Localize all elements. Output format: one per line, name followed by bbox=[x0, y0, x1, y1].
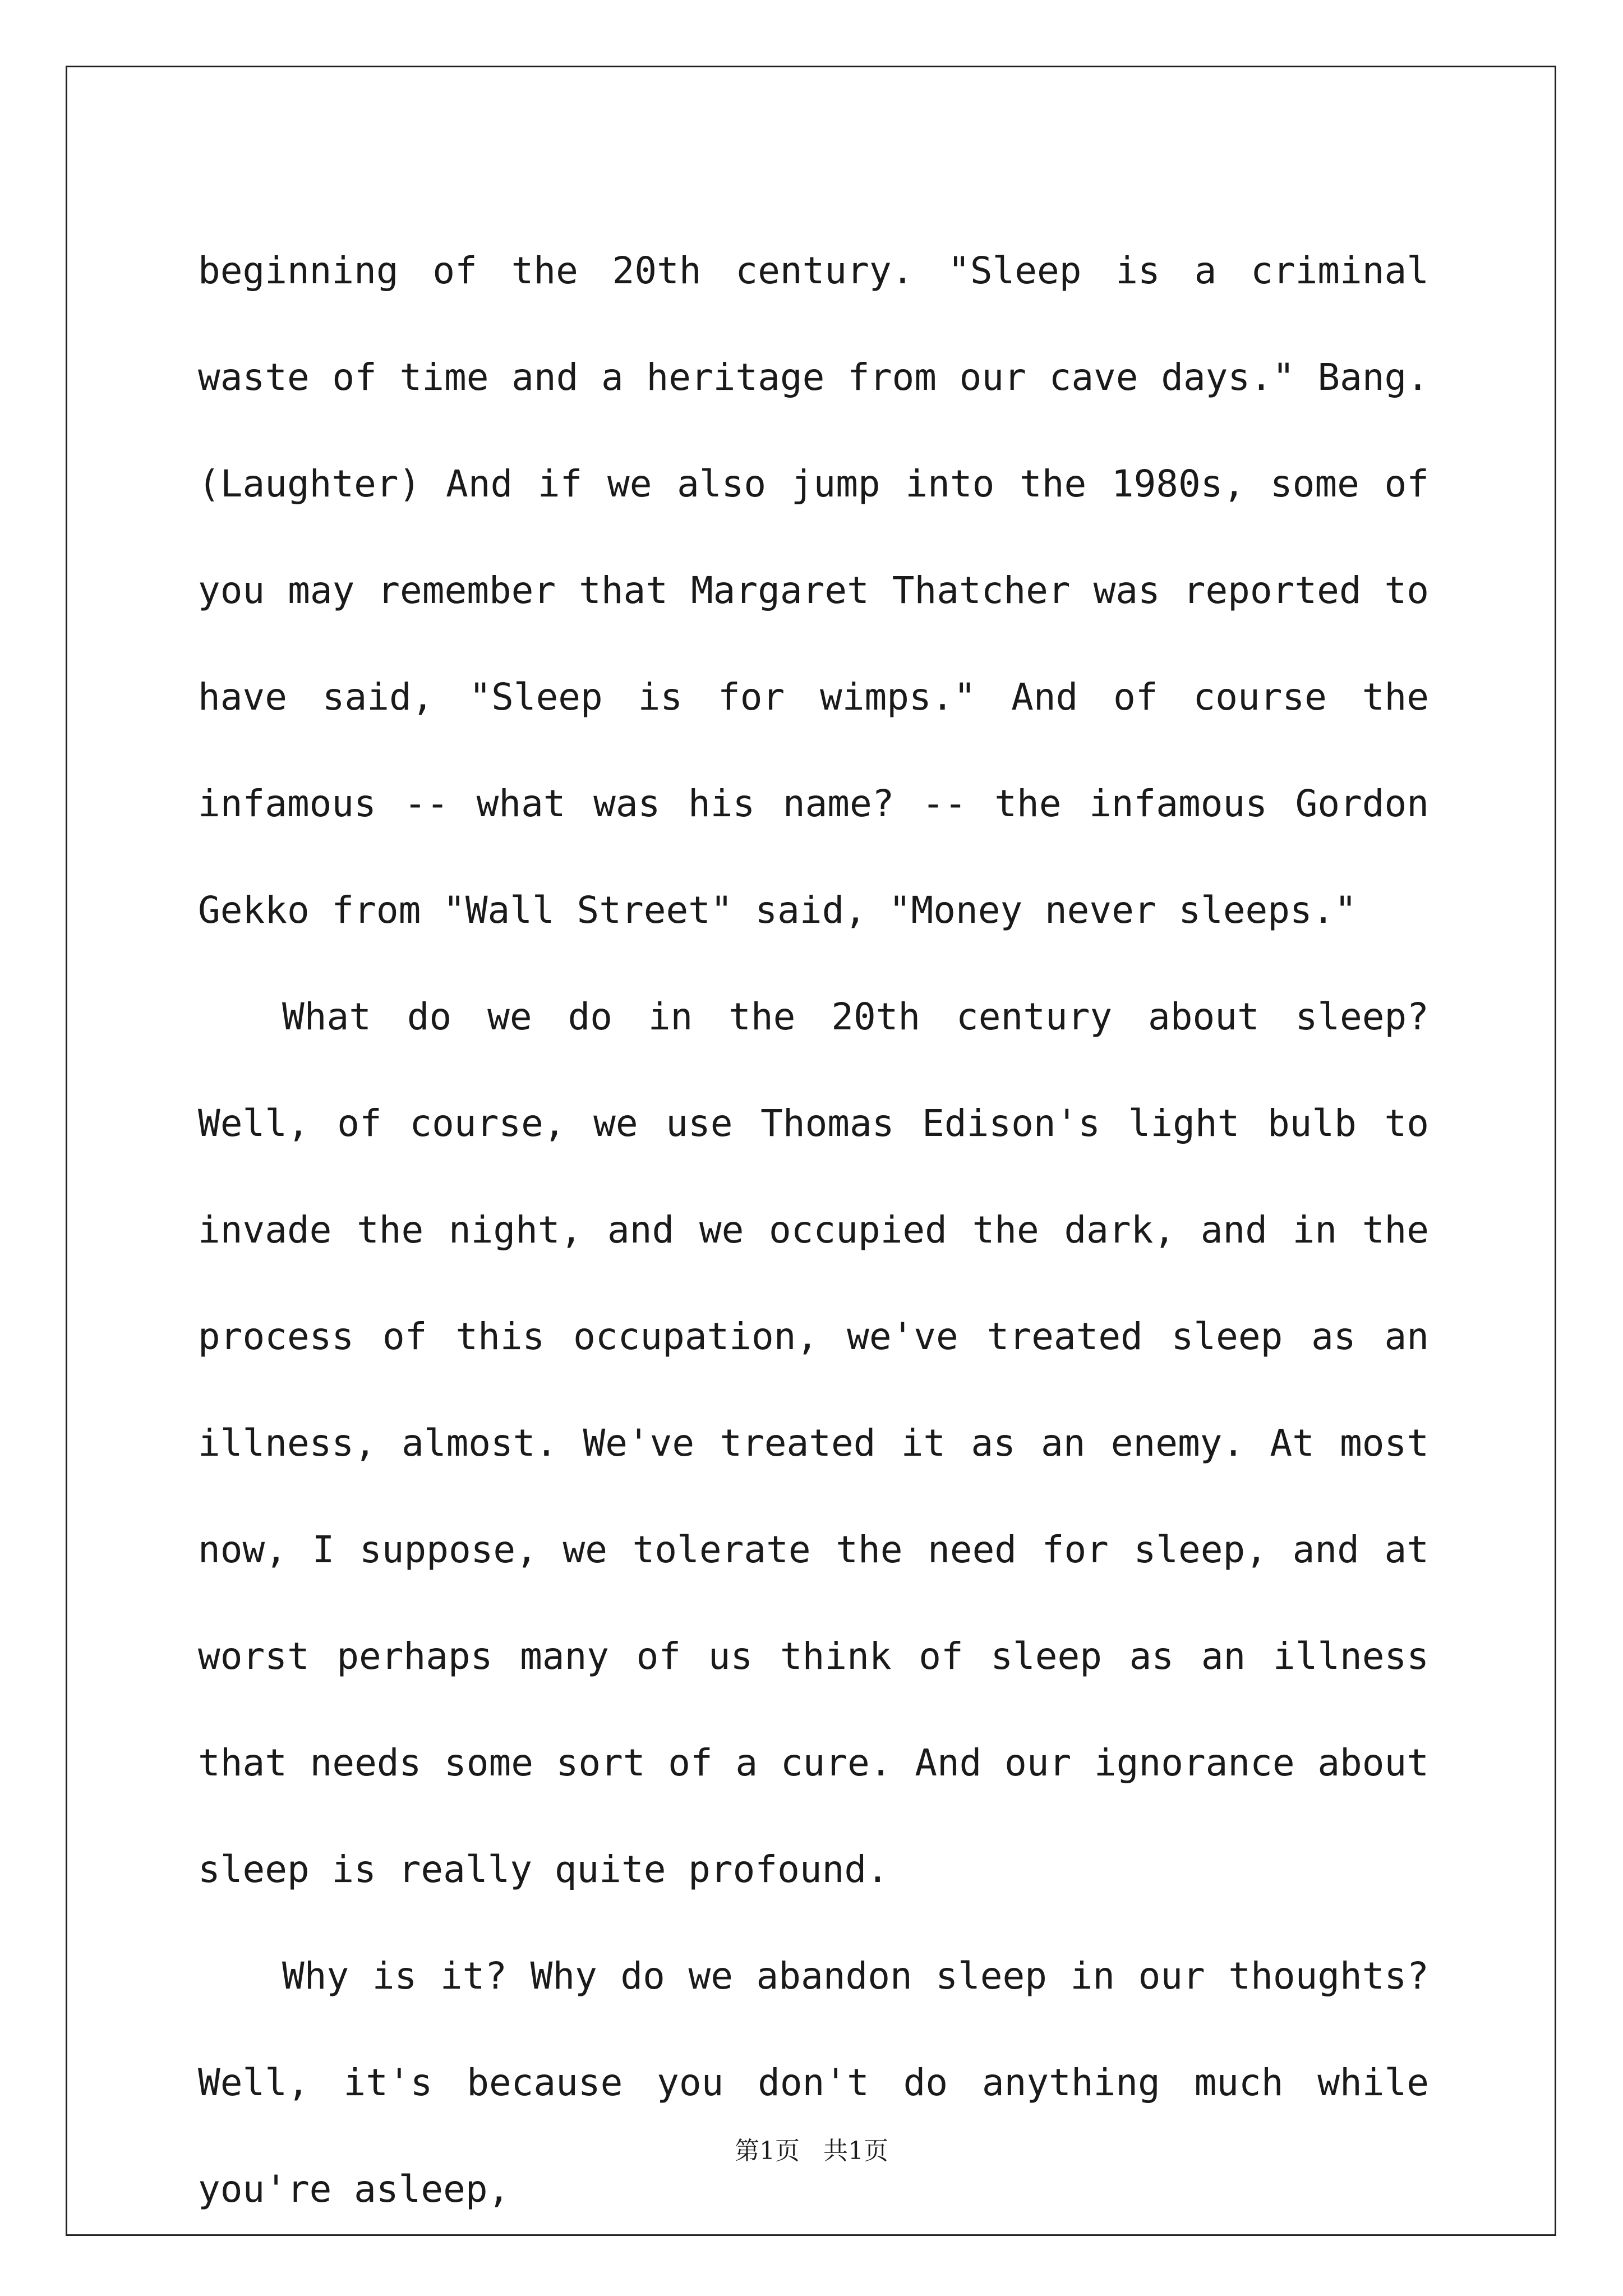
paragraph-2: What do we do in the 20th century about sleep? Well, of course, we use Thomas Edison's light bulb to invade the night, and we occupied the dark, and in the process of this occupation, we've treated sleep as an illness, almost. We've treated it as an enemy. At most now, I suppose, we tolerate the need for sleep, and at worst perhaps many of us think of sleep as an illness that needs some sort of a cure. And our ignorance about sleep is really quite profound. bbox=[198, 995, 1429, 1891]
document-body bbox=[198, 218, 1429, 2243]
paragraph-1: beginning of the 20th century. "Sleep is a criminal waste of time and a heritage from our cave days." Bang. (Laughter) And if we also jump into the 1980s, some of you may remember that Margaret Thatcher was reported to have said, "Sleep is for wimps." And of course the infamous -- what was his name? -- the infamous Gordon Gekko from "Wall Street" said, "Money never sleeps." bbox=[198, 249, 1429, 932]
paragraph-3: Why is it? Why do we abandon sleep in our thoughts? Well, it's because you don't do anything much while you're asleep, bbox=[198, 1954, 1429, 2211]
page-footer: 第1页 共1页 bbox=[735, 2137, 888, 2165]
